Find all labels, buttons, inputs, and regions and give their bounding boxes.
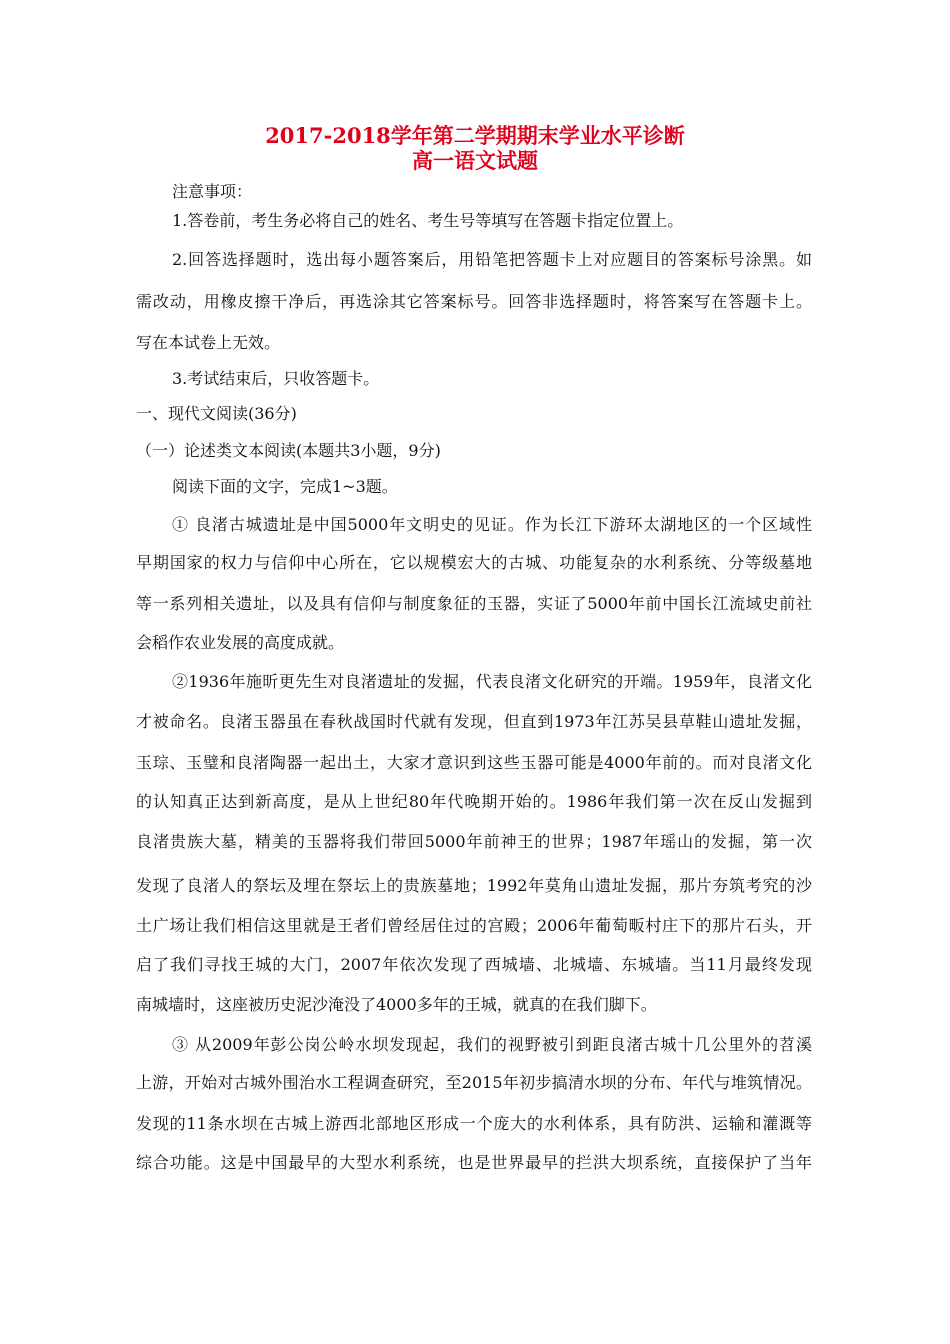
paragraph-3-line: 上游，开始对古城外围治水工程调查研究，至2015年初步搞清水坝的分布、年代与堆筑情况。 — [136, 1073, 812, 1092]
paragraph-1-line: 早期国家的权力与信仰中心所在，它以规模宏大的古城、功能复杂的水利系统、分等级墓地 — [136, 553, 812, 572]
paragraph-2-line: 的认知真正达到新高度，是从上世纪80年代晚期开始的。1986年我们第一次在反山发掘到 — [136, 792, 812, 811]
paragraph-2-line: 玉琮、玉璧和良渚陶器一起出土，大家才意识到这些玉器可能是4000年前的。而对良渚文化 — [136, 753, 812, 772]
paragraph-2-line: 土广场让我们相信这里就是王者们曾经居住过的宫殿；2006年葡萄畈村庄下的那片石头，开 — [136, 916, 812, 935]
notice-item-1: 1.答卷前，考生务必将自己的姓名、考生号等填写在答题卡指定位置上。 — [172, 211, 684, 230]
paragraph-3-line: ③ 从2009年彭公岗公岭水坝发现起，我们的视野被引到距良渚古城十几公里外的苕溪 — [172, 1035, 812, 1054]
paragraph-1-line: ① 良渚古城遗址是中国5000年文明史的见证。作为长江下游环太湖地区的一个区域性 — [172, 515, 812, 534]
notice-item-3: 3.考试结束后，只收答题卡。 — [172, 369, 380, 388]
notice-item-2-line: 需改动，用橡皮擦干净后，再选涂其它答案标号。回答非选择题时，将答案写在答题卡上。 — [136, 292, 812, 311]
reading-instruction: 阅读下面的文字，完成1~3题。 — [172, 477, 398, 496]
paragraph-2-line: 发现了良渚人的祭坛及埋在祭坛上的贵族墓地；1992年莫角山遗址发掘，那片夯筑考究的沙 — [136, 876, 812, 895]
paragraph-3-line: 综合功能。这是中国最早的大型水利系统，也是世界最早的拦洪大坝系统，直接保护了当年 — [136, 1153, 812, 1172]
document-subtitle: 高一语文试题 — [412, 148, 538, 173]
paragraph-2-line: 南城墙时，这座被历史泥沙淹没了4000多年的王城，就真的在我们脚下。 — [136, 995, 657, 1014]
paragraph-3-line: 发现的11条水坝在古城上游西北部地区形成一个庞大的水利体系，具有防洪、运输和灌溉等 — [136, 1114, 812, 1133]
notice-item-2-line: 2.回答选择题时，选出每小题答案后，用铅笔把答题卡上对应题目的答案标号涂黑。如 — [172, 250, 812, 269]
paragraph-1-line: 等一系列相关遗址，以及具有信仰与制度象征的玉器，实证了5000年前中国长江流域史前社 — [136, 594, 812, 613]
paragraph-2-line: ②1936年施昕更先生对良渚遗址的发掘，代表良渚文化研究的开端。1959年，良渚文化 — [172, 672, 812, 691]
document-title: 2017-2018学年第二学期期末学业水平诊断 — [265, 123, 685, 148]
notice-item-2-line: 写在本试卷上无效。 — [136, 333, 281, 352]
subsection-heading: （一）论述类文本阅读(本题共3小题，9分) — [136, 441, 441, 460]
paragraph-2-line: 良渚贵族大墓，精美的玉器将我们带回5000年前神王的世界；1987年瑶山的发掘，第一次 — [136, 832, 812, 851]
section-heading: 一、现代文阅读(36分) — [136, 404, 297, 423]
paragraph-1-line: 会稻作农业发展的高度成就。 — [136, 633, 345, 652]
paragraph-2-line: 才被命名。良渚玉器虽在春秋战国时代就有发现，但直到1973年江苏吴县草鞋山遗址发掘， — [136, 712, 812, 731]
notice-heading: 注意事项： — [172, 182, 253, 201]
paragraph-2-line: 启了我们寻找王城的大门，2007年依次发现了西城墙、北城墙、东城墙。当11月最终发现 — [136, 955, 812, 974]
